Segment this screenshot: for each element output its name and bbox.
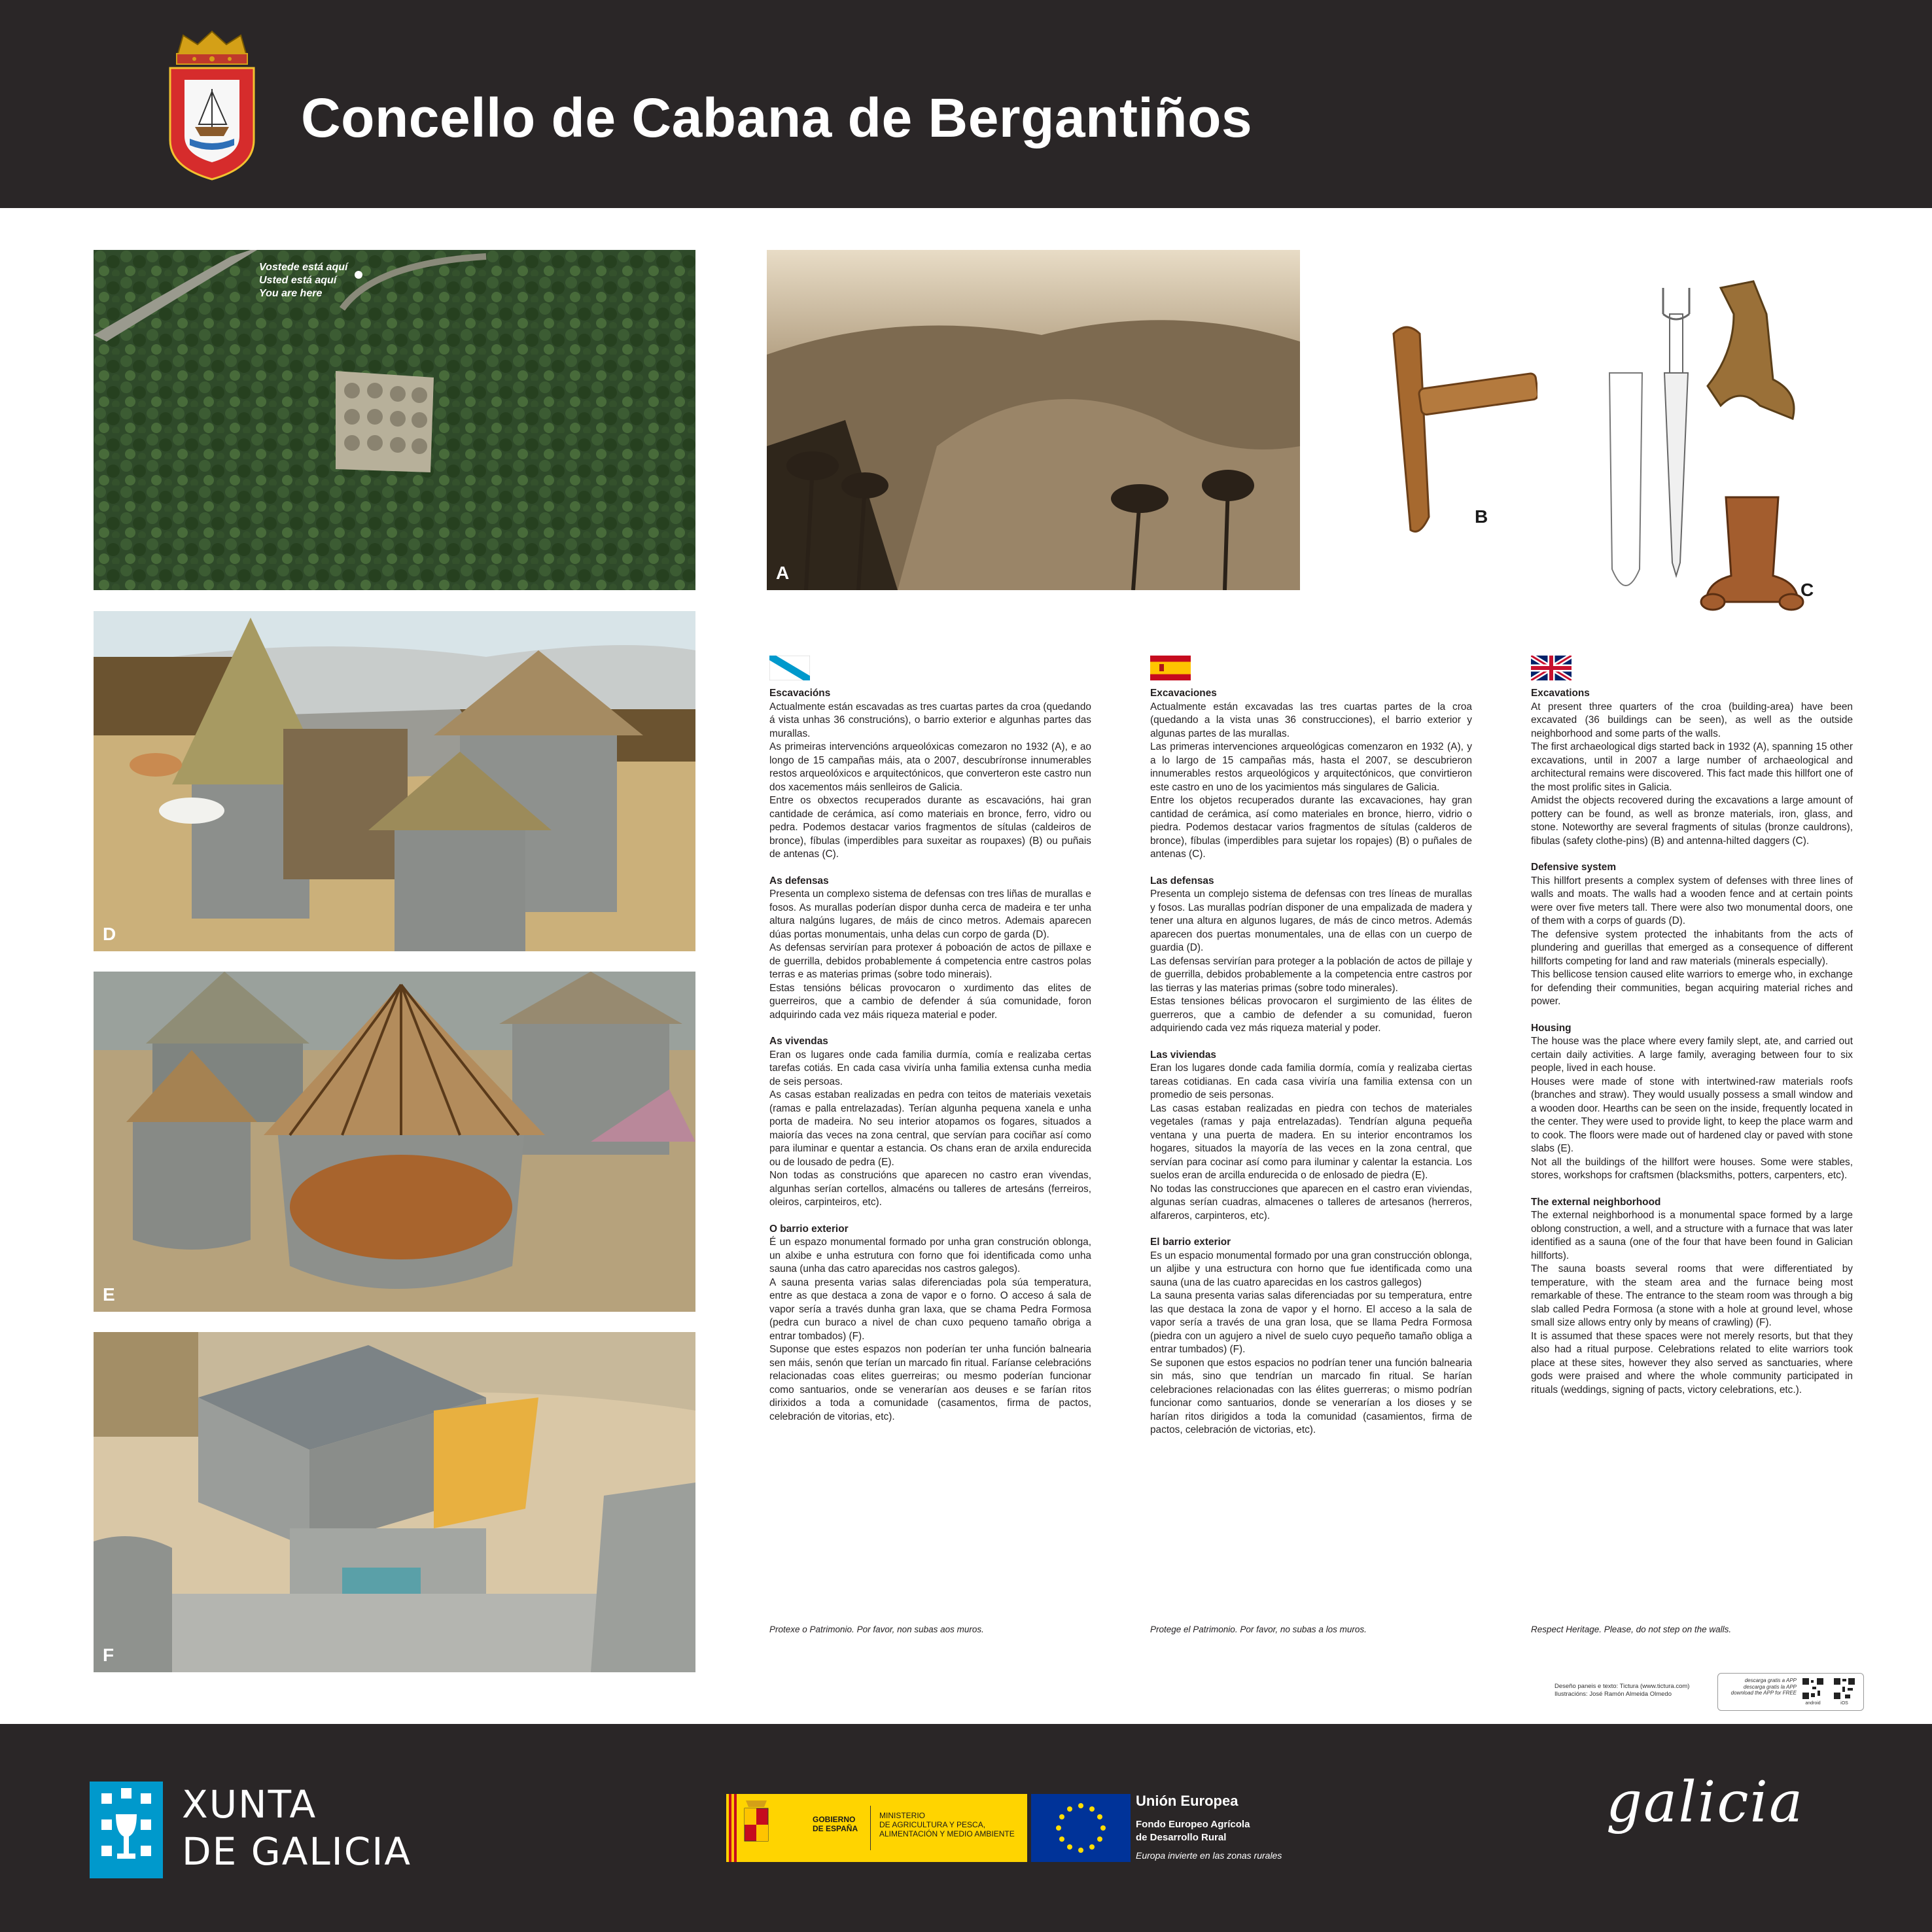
en-section-housing (1531, 1022, 1853, 1183)
es-paragraph: Las casas estaban realizadas en piedra con techos de materiales vegetales (ramas y paja entrelazadas). Tendrían alguna pequeña ventana y una puerta de madera. En su interior encontramos los hogares, situados la mayoría de las veces en la zona central, que servían para cocinar así como para iluminar y calentar la estancia. Los suelos eran de arcilla endurecida o de enlosado de piedra (E). (1150, 1102, 1472, 1181)
galicia-flag-icon (769, 656, 810, 680)
figure-letter-f: F (103, 1645, 114, 1665)
illustration-d-defenses (94, 611, 695, 951)
en-paragraph: This hillfort presents a complex system of defenses with three lines of walls and moats. The walls had a wooden fence and at certain points were over five meters tall. There were also two monumental doors, one of them with a corps of guards (D). (1531, 875, 1853, 926)
en-paragraph: Amidst the objects recovered during the excavations a large amount of pottery can be found, as well as bronze materials, iron, glass, and stone. Noteworthy are several fragments of situlas (bronze cauldrons), fibulas (safety clothe-pins) (B) and antenna-hilted daggers (C). (1531, 795, 1853, 847)
es-paragraph: No todas las construcciones que aparecen en el castro eran viviendas, algunas serían cuadras, almacenes o talleres de artesanos (herreros, alfareros, carpinteros, etc). (1150, 1183, 1472, 1221)
page-title: Concello de Cabana de Bergantiños (301, 87, 1253, 149)
qr-code-ios-icon[interactable] (1833, 1677, 1855, 1700)
credits-design: Deseño paneis e texto: Tictura (www.tictura.com) (1554, 1683, 1690, 1690)
spain-coat-of-arms-icon (729, 1794, 772, 1862)
es-paragraph: Es un espacio monumental formado por una gran construcción oblonga, un aljibe y una estructura con horno que fue identificada como una sauna (una de las cuatro aparecidas en los castros gallegos) (1150, 1250, 1472, 1288)
es-paragraph: Presenta un complejo sistema de defensas con tres líneas de murallas y fosos. Las murallas podrían disponer de una empalizada de madera y tener una altura en algunos lugares, de más de cinco metros. Además aparecen dos puertas monumentales, una de ellas con un cuerpo de guardia (D). (1150, 888, 1472, 953)
en-paragraph: This bellicose tension caused elite warriors to emerge who, in exchange for defending their communities, began acquiring material riches and power. (1531, 969, 1853, 1007)
gl-heading-neighborhood: O barrio exterior (769, 1223, 849, 1235)
ministry-label: MINISTERIO DE AGRICULTURA Y PESCA, ALIMENTACIÓN Y MEDIO AMBIENTE (879, 1811, 1015, 1838)
spain-government-logo (726, 1794, 1027, 1862)
gl-heading-defenses: As defensas (769, 875, 829, 887)
antenna-dagger-artifact-image (1700, 491, 1804, 615)
eu-title: Unión Europea (1136, 1793, 1238, 1809)
en-paragraph: Houses were made of stone with intertwined-raw materials roofs (branches and straw). They would usually possess a small window and a wooden door. Hearths can be seen on the inside, frequently located in the center. They were used to provide light, to keep the place warm and to cook. The floors were made out of hardened clay or paved with stone slabs (E). (1531, 1076, 1853, 1154)
dagger-hilt-artifact-image (1695, 275, 1806, 425)
es-heading-excavations: Excavaciones (1150, 688, 1217, 699)
gl-paragraph: Entre os obxectos recuperados durante as escavacións, hai gran cantidade de cerámica, así como materiais en bronce, ferro, vidro ou pedra. Podemos destacar varios fragmentos de sítulas (caldeiros de bronce), fíbulas (imperdibles para suxeitar as roupaxes) (B) ou puñais de antenas (C). (769, 795, 1091, 860)
spanish-column (1150, 656, 1472, 1450)
gl-paragraph: A sauna presenta varias salas diferenciadas pola súa temperatura, entre as que destaca a zona de vapor e o forno. O acceso á sala de vapor sería a través dunha gran laxa, que se chama Pedra Formosa (pedra cun buraco a nivel de chan cuxo pequeno tamaño obriga a entrar tombados) (F). (769, 1276, 1091, 1342)
gl-heading-housing: As vivendas (769, 1036, 828, 1047)
es-heading-neighborhood: El barrio exterior (1150, 1237, 1231, 1248)
app-download-box[interactable] (1717, 1673, 1864, 1711)
es-heading-housing: Las viviendas (1150, 1049, 1216, 1061)
es-paragraph: Las primeras intervenciones arqueológicas comenzaron en 1932 (A), y a lo largo de 15 campañas más, hasta el 2007, se descubrieron innumerables restos arqueológicos y arquitectónicos, que convirtieron este castro en uno de los yacimientos más singulares de Galicia. (1150, 741, 1472, 793)
qr-code-android-icon[interactable] (1802, 1677, 1824, 1700)
es-paragraph: Actualmente están excavadas las tres cuartas partes de la croa (quedando a la vista unas 36 construcciones), el barrio exterior y algunas partes de las murallas. (1150, 701, 1472, 739)
en-paragraph: The defensive system protected the inhabitants from the acts of plundering and guerillas that emerged as a consequence of different hillforts competing for land and raw materials (minerals especially). (1531, 928, 1853, 967)
gl-section-neighborhood (769, 1223, 1091, 1424)
galicia-logo: galicia (1606, 1770, 1804, 1835)
gl-paragraph: Suponse que estes espazos non poderían ter unha función balnearia sen máis, senón que terían un marcado fin ritual. Faríanse celebracións relacionadas coas elites guerreiras; ou mesmo poderían funcionar como santuarios, onde se venerarían aos deuses e se farían ritos dirixidos a toda a comunidade (casamentos, firma de pactos, celebración de vitorias, etc). (769, 1344, 1091, 1422)
gl-paragraph: As defensas servirían para protexer á poboación de actos de pillaxe e de guerrilla, debidos probablemente á competencia entre castros polas terras e as materias primas (sobre todo minerais). (769, 942, 1091, 980)
credits-illustrations: Ilustracións: José Ramón Almeida Olmedo (1554, 1691, 1672, 1698)
xunta-line-2: DE GALICIA (182, 1829, 412, 1874)
es-heading-defenses: Las defensas (1150, 875, 1214, 887)
eu-motto: Europa invierte en las zonas rurales (1136, 1850, 1282, 1861)
gl-paragraph: É un espazo monumental formado por unha gran construción oblonga, un alxibe e unha estrutura con forno que foi identificada como unha sauna (unha das catro aparecidas nos castros galegos). (769, 1237, 1091, 1274)
es-paragraph: Se suponen que estos espacios no podrían tener una función balnearia sin más, sino que tendrían un marcado fin ritual. Se harían celebraciones relacionadas con las élites guerreras; o mismo podrían funcionar como santuarios, donde se venerarían a los dioses y se harían ritos dirigidos a toda la comunidad (casamientos, firma de pactos, celebración de victorias, etc). (1150, 1357, 1472, 1435)
es-paragraph: Eran los lugares donde cada familia dormía, comía y realizaba ciertas tareas cotidianas. En cada casa viviría una familia extensa con un promedio de seis personas. (1150, 1063, 1472, 1100)
map-label-es: Usted está aquí (259, 275, 337, 286)
en-paragraph: At present three quarters of the croa (building-area) have been excavated (36 buildings can be seen), as well as the outside neighborhood and some parts of the walls. (1531, 701, 1853, 739)
xunta-line-1: XUNTA (182, 1782, 317, 1827)
gobierno-label: GOBIERNO DE ESPAÑA (813, 1815, 858, 1833)
en-section-neighborhood (1531, 1196, 1853, 1397)
figure-letter-e: E (103, 1284, 115, 1305)
spain-flag-icon (1150, 656, 1191, 680)
es-paragraph: La sauna presenta varias salas diferenciadas por su temperatura, entre las que destaca la zona de vapor y el horno. El acceso a la sala de vapor sería a través de una gran losa, que se llama Pedra Formosa (piedra con un agujero a nivel de suelo cuyo pequeño tamaño obliga a entrar tumbados) (F). (1150, 1290, 1472, 1355)
app-download-text: descarga gratis a APP descarga gratis la APP download the APP for FREE (1730, 1677, 1797, 1696)
en-paragraph: Not all the buildings of the hillfort were houses. Some were stables, stores, workshops for craftsmen (blacksmiths, potters, carpenters, etc). (1531, 1156, 1853, 1181)
en-respect-note: Respect Heritage. Please, do not step on the walls. (1531, 1625, 1732, 1634)
gl-paragraph: As primeiras intervencións arqueolóxicas comezaron no 1932 (A), e ao longo de 15 campañas máis, ata o 2007, descubríronse innumerables restos arqueolóxicos e arquitectónicos, que converteron este castro nun dos xacementos máis senlleiros de Galicia. (769, 741, 1091, 793)
gl-paragraph: Estas tensións bélicas provocaron o xurdimento das elites de guerreiros, que a cambio de defender á súa comunidade, foron adquirindo cada vez máis riqueza material e poder. (769, 982, 1091, 1021)
gl-paragraph: Non todas as construcións que aparecen no castro eran vivendas, algunhas serían cortellos, almacéns ou talleres de artesáns (ferreiros, oleiros, carpinteiros, etc). (769, 1170, 1091, 1208)
gl-respect-note: Protexe o Patrimonio. Por favor, non subas aos muros. (769, 1625, 984, 1634)
gl-section-defenses (769, 875, 1091, 1023)
illustration-f-sauna (94, 1332, 695, 1672)
en-heading-housing: Housing (1531, 1022, 1572, 1034)
en-heading-excavations: Excavations (1531, 688, 1590, 699)
en-paragraph: The sauna boasts several rooms that were differentiated by temperature, with the steam area and the furnace being most remarkable of these. The entrance to the steam room was through a big slab called Pedra Formosa (a stone with a hole at ground level, whose small size allows entry only by means of crawling) (F). (1531, 1263, 1853, 1328)
gl-paragraph: Eran os lugares onde cada familia durmía, comía e realizaba certas tarefas cotiás. En cada casa viviría unha familia extensa cunha media de seis persoas. (769, 1049, 1091, 1087)
gl-paragraph: Presenta un complexo sistema de defensas con tres liñas de murallas e fosos. As murallas poderían dispor dunha cerca de madeira e ter unha altura nalgúns lugares, de máis de cinco metros. Ademais aparecen dúas portas monumentais, unha delas cun corpo de garda (D). (769, 888, 1091, 940)
en-paragraph: The first archaeological digs started back in 1932 (A), spanning 15 other excavations, until in 2007 a large number of archaeological and architectural remains were discovered. This fact made this hillfort one of the most prolific sites in Galicia. (1531, 741, 1853, 793)
aerial-map-image (94, 250, 695, 590)
es-section-defenses (1150, 875, 1472, 1036)
ios-label: iOS (1840, 1701, 1848, 1706)
android-label: android (1805, 1701, 1821, 1706)
es-section-housing (1150, 1049, 1472, 1223)
en-paragraph: The external neighborhood is a monumental space formed by a large oblong construction, a well, and a structure with a furnace that was later identified as a sauna (one of the four that have been found in Galician hillforts). (1531, 1210, 1853, 1261)
uk-flag-icon (1531, 656, 1572, 680)
gl-section-excavations (769, 687, 1091, 862)
eu-flag-icon (1031, 1794, 1131, 1862)
figure-letter-b: B (1475, 506, 1488, 527)
en-paragraph: It is assumed that these spaces were not merely resorts, but that they also had a ritual purpose. Celebrations related to elite warriors took place at these sites, however they also served as sanctuaries, where gods were praised and where the whole community participated in rituals (weddings, signing of pacts, victory celebrations, etc.). (1531, 1330, 1853, 1396)
galician-column (769, 656, 1091, 1437)
gl-paragraph: Actualmente están escavadas as tres cuartas partes da croa (quedando á vista unhas 36 construcións), o barrio exterior e algunhas partes das murallas. (769, 701, 1091, 739)
en-section-excavations (1531, 687, 1853, 848)
eu-fund-line-2: de Desarrollo Rural (1136, 1832, 1227, 1843)
figure-letter-a: A (776, 563, 790, 583)
map-label-gl: Vostede está aquí (259, 262, 348, 273)
xunta-emblem-icon (90, 1782, 163, 1878)
es-paragraph: Entre los objetos recuperados durante las excavaciones, hay gran cantidad de cerámica, así como materiales en bronce, hierro, vidrio o piedra. Podemos destacar varios fragmentos de sítulas (calderos de bronce), fíbulas (imperdibles para sujetar los ropajes) (B) o puñales de antenas (C). (1150, 795, 1472, 860)
gl-paragraph: As casas estaban realizadas en pedra con teitos de materiais vexetais (ramas e palla entrelazadas). Terían algunha pequena xanela e unha porta de madeira. No seu interior atopamos os fogares, situados a maioría das veces na zona central, que servían para cociñar así como para iluminar e quentar a estancia. Os chans eran de arxila endurecida ou de lousado de pedra (E). (769, 1089, 1091, 1168)
design-credits (1554, 1683, 1689, 1698)
illustration-e-housing (94, 972, 695, 1312)
excavation-photo-a (767, 250, 1300, 590)
es-paragraph: Estas tensiones bélicas provocaron el surgimiento de las élites de guerreros, que a cambio de defender a su comunidad, fueron adquiriendo cada vez más riqueza material y poder. (1150, 996, 1472, 1034)
crest-icon (165, 29, 259, 181)
figure-letter-c: C (1800, 580, 1814, 600)
eu-fund-line-1: Fondo Europeo Agrícola (1136, 1819, 1250, 1830)
en-section-defenses (1531, 861, 1853, 1009)
en-heading-neighborhood: The external neighborhood (1531, 1196, 1661, 1208)
en-heading-defenses: Defensive system (1531, 862, 1617, 873)
es-section-neighborhood (1150, 1236, 1472, 1437)
english-column (1531, 656, 1853, 1410)
es-respect-note: Protege el Patrimonio. Por favor, no subas a los muros. (1150, 1625, 1367, 1634)
es-paragraph: Las defensas servirían para proteger a la población de actos de pillaje y de guerrilla, debidos probablemente a la competencia entre castros por las tierras y las materias primas (sobre todo minerales). (1150, 955, 1472, 994)
es-section-excavations (1150, 687, 1472, 862)
en-paragraph: The house was the place where every family slept, ate, and carried out certain daily activities. A large family, averaging between four to six people, lived in each house. (1531, 1036, 1853, 1074)
gob-divider (870, 1806, 871, 1850)
gl-section-housing (769, 1035, 1091, 1210)
map-label-en: You are here (259, 288, 323, 299)
figure-letter-d: D (103, 924, 116, 944)
gl-heading-excavations: Escavacións (769, 688, 831, 699)
fibula-artifact-image (1380, 321, 1537, 543)
